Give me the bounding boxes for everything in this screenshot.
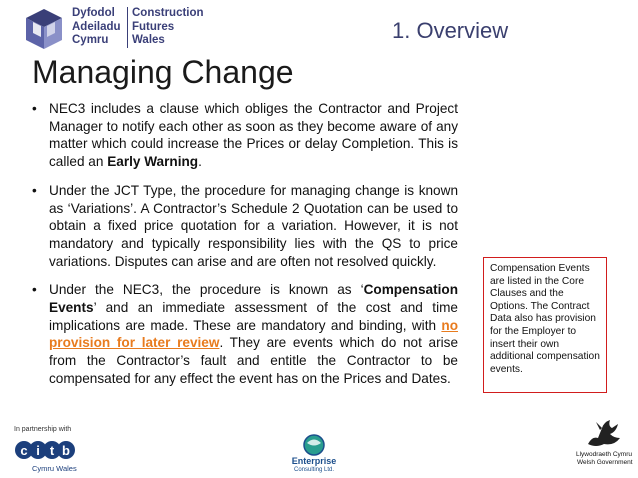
logo-line: Adeiladu bbox=[72, 20, 121, 33]
enterprise-globe-icon bbox=[302, 434, 326, 456]
compensation-note-box: Compensation Events are listed in the Core Clauses and the Options. The Contract Data also has provision for the Employer to insert their own additional compensation events. bbox=[483, 257, 607, 393]
logo-line: Construction bbox=[132, 7, 204, 19]
enterprise-subtitle: Consulting Ltd. bbox=[293, 467, 335, 473]
citb-letter-t: t bbox=[49, 443, 55, 458]
logo-line: Wales bbox=[132, 34, 165, 46]
citb-letter-b: b bbox=[62, 443, 70, 458]
citb-letter-c: c bbox=[20, 443, 28, 458]
construction-futures-wales-logo bbox=[22, 7, 204, 53]
welsh-dragon-icon bbox=[584, 416, 624, 450]
logo-line: Dyfodol bbox=[72, 7, 115, 19]
compensation-events-term: Compensation Events bbox=[49, 282, 458, 316]
citb-logo bbox=[14, 426, 84, 474]
logo-line: Futures bbox=[132, 20, 175, 33]
citb-letter-i: i bbox=[36, 443, 40, 458]
page-title: Managing Change bbox=[32, 54, 294, 90]
section-label: 1. Overview bbox=[392, 18, 509, 43]
bullet-early-warning: • NEC3 includes a clause which obliges the Contractor and Project Manager to notify each other as soon as they become aware of any matter which could increase the Prices or delay Completion. This is called an Early Warning. bbox=[32, 100, 458, 171]
cube-logo-icon bbox=[22, 7, 66, 51]
bullet-list bbox=[32, 100, 458, 399]
welsh-gov-welsh-name: Llywodraeth Cymru bbox=[576, 451, 632, 458]
logo-line: Cymru bbox=[72, 34, 109, 46]
bullet-jct-variations: • Under the JCT Type, the procedure for managing change is known as ‘Variations’. A Contractor’s Schedule 2 Quotation can be used to obtain a fixed price quotation for a variation. However, it is not mandatory and typically responsibility lies with the QS to price variations. Disputes can arise and are often not resolved quickly. bbox=[32, 182, 458, 271]
welsh-government-logo bbox=[572, 414, 636, 474]
logo-english-text bbox=[127, 7, 204, 48]
welsh-gov-english-name: Welsh Government bbox=[577, 459, 633, 466]
early-warning-term: Early Warning bbox=[107, 154, 199, 170]
partnership-label: In partnership with bbox=[14, 426, 72, 433]
bullet-compensation-events: • Under the NEC3, the procedure is known as ‘Compensation Events’ and an immediate assessment of the cost and time implications are made. These are mandatory and binding, with no provision for later review. They are events which do not arise from the Contractor’s fault and entitle the Contractor to be compensated for any effect the event has on the Prices and Dates. bbox=[32, 281, 458, 387]
no-provision-link[interactable]: no provision for later review bbox=[49, 317, 458, 351]
logo-welsh-text bbox=[72, 7, 121, 48]
enterprise-name: Enterprise bbox=[291, 456, 337, 466]
citb-mark-icon bbox=[14, 435, 76, 465]
enterprise-consulting-logo bbox=[283, 434, 345, 476]
citb-subtitle: Cymru Wales bbox=[32, 464, 77, 473]
